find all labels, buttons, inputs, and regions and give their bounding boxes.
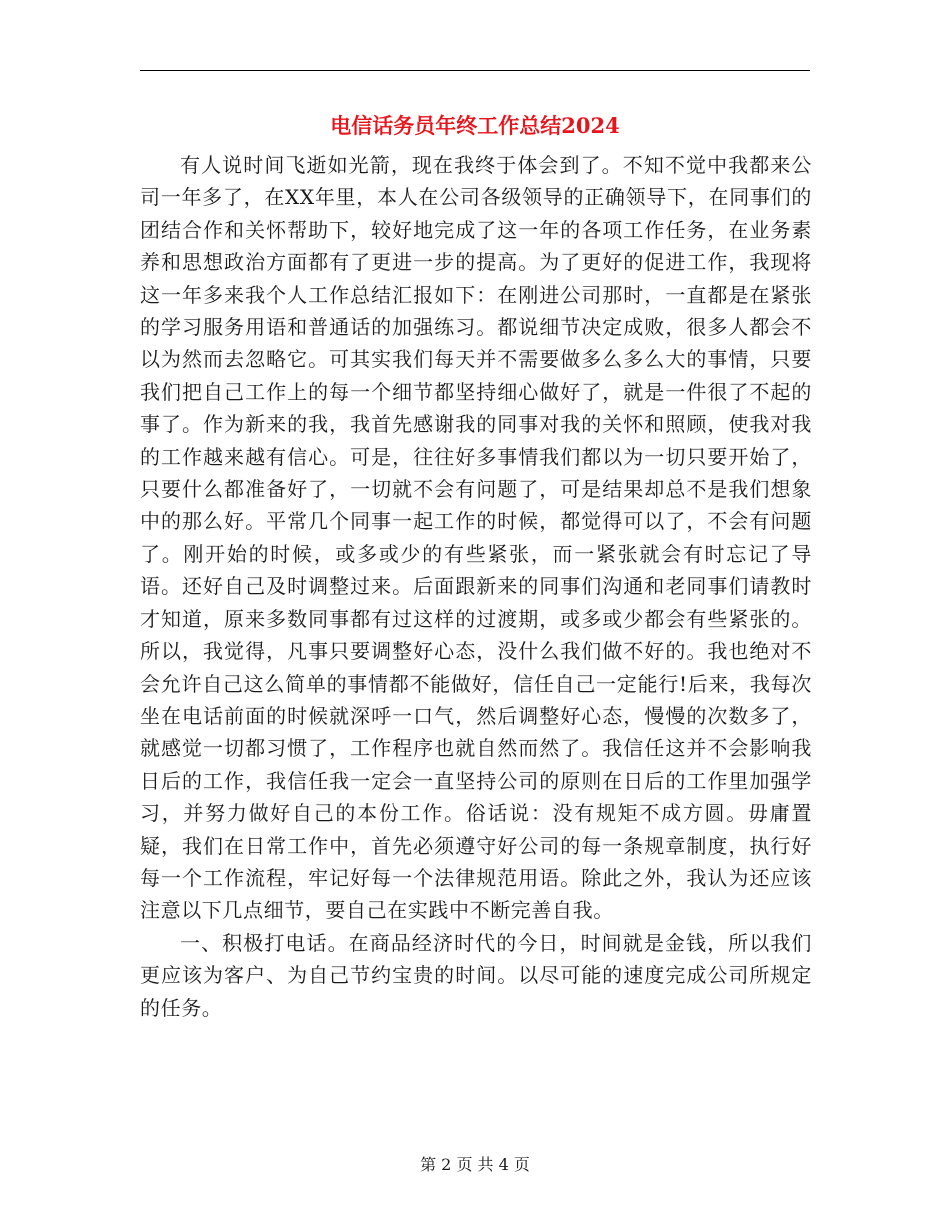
page-number-footer: 第 2 页 共 4 页 bbox=[420, 1155, 530, 1174]
header-rule bbox=[140, 70, 810, 71]
body-paragraph-1: 有人说时间飞逝如光箭，现在我终于体会到了。不知不觉中我都来公司一年多了，在XX年里，本人在公司各级领导的正确领导下，在同事们的团结合作和关怀帮助下，较好地完成了这一年的各项工作任务，在业务素养和思想政治方面都有了更进一步的提高。为了更好的促进工作，我现将这一年多来我个人工作总结汇报如下：在刚进公司那时，一直都是在紧张的学习服务用语和普通话的加强练习。都说细节决定成败，很多人都会不以为然而去忽略它。可其实我们每天并不需要做多么多么大的事情，只要我们把自己工作上的每一个细节都坚持细心做好了，就是一件很了不起的事了。作为新来的我，我首先感谢我的同事对我的关怀和照顾，使我对我的工作越来越有信心。可是，往往好多事情我们都以为一切只要开始了，只要什么都准备好了，一切就不会有问题了，可是结果却总不是我们想象中的那么好。平常几个同事一起工作的时候，都觉得可以了，不会有问题了。刚开始的时候，或多或少的有些紧张，而一紧张就会有时忘记了导语。还好自己及时调整过来。后面跟新来的同事们沟通和老同事们请教时才知道，原来多数同事都有过这样的过渡期，或多或少都会有些紧张的。所以，我觉得，凡事只要调整好心态，没什么我们做不好的。我也绝对不会允许自己这么简单的事情都不能做好，信任自己一定能行!后来，我每次坐在电话前面的时候就深呼一口气，然后调整好心态，慢慢的次数多了，就感觉一切都习惯了，工作程序也就自然而然了。我信任这并不会影响我日后的工作，我信任我一定会一直坚持公司的原则在日后的工作里加强学习，并努力做好自己的本份工作。俗话说：没有规矩不成方圆。毋庸置疑，我们在日常工作中，首先必须遵守好公司的每一条规章制度，执行好每一个工作流程，牢记好每一个法律规范用语。除此之外，我认为还应该注意以下几点细节，要自己在实践中不断完善自我。 bbox=[140, 153, 812, 923]
document-title: 电信话务员年终工作总结2024 bbox=[330, 113, 620, 138]
body-paragraph-2: 一、积极打电话。在商品经济时代的今日，时间就是金钱，所以我们更应该为客户、为自己节约宝贵的时间。以尽可能的速度完成公司所规定的任务。 bbox=[140, 930, 812, 1020]
document-body bbox=[140, 149, 812, 1024]
